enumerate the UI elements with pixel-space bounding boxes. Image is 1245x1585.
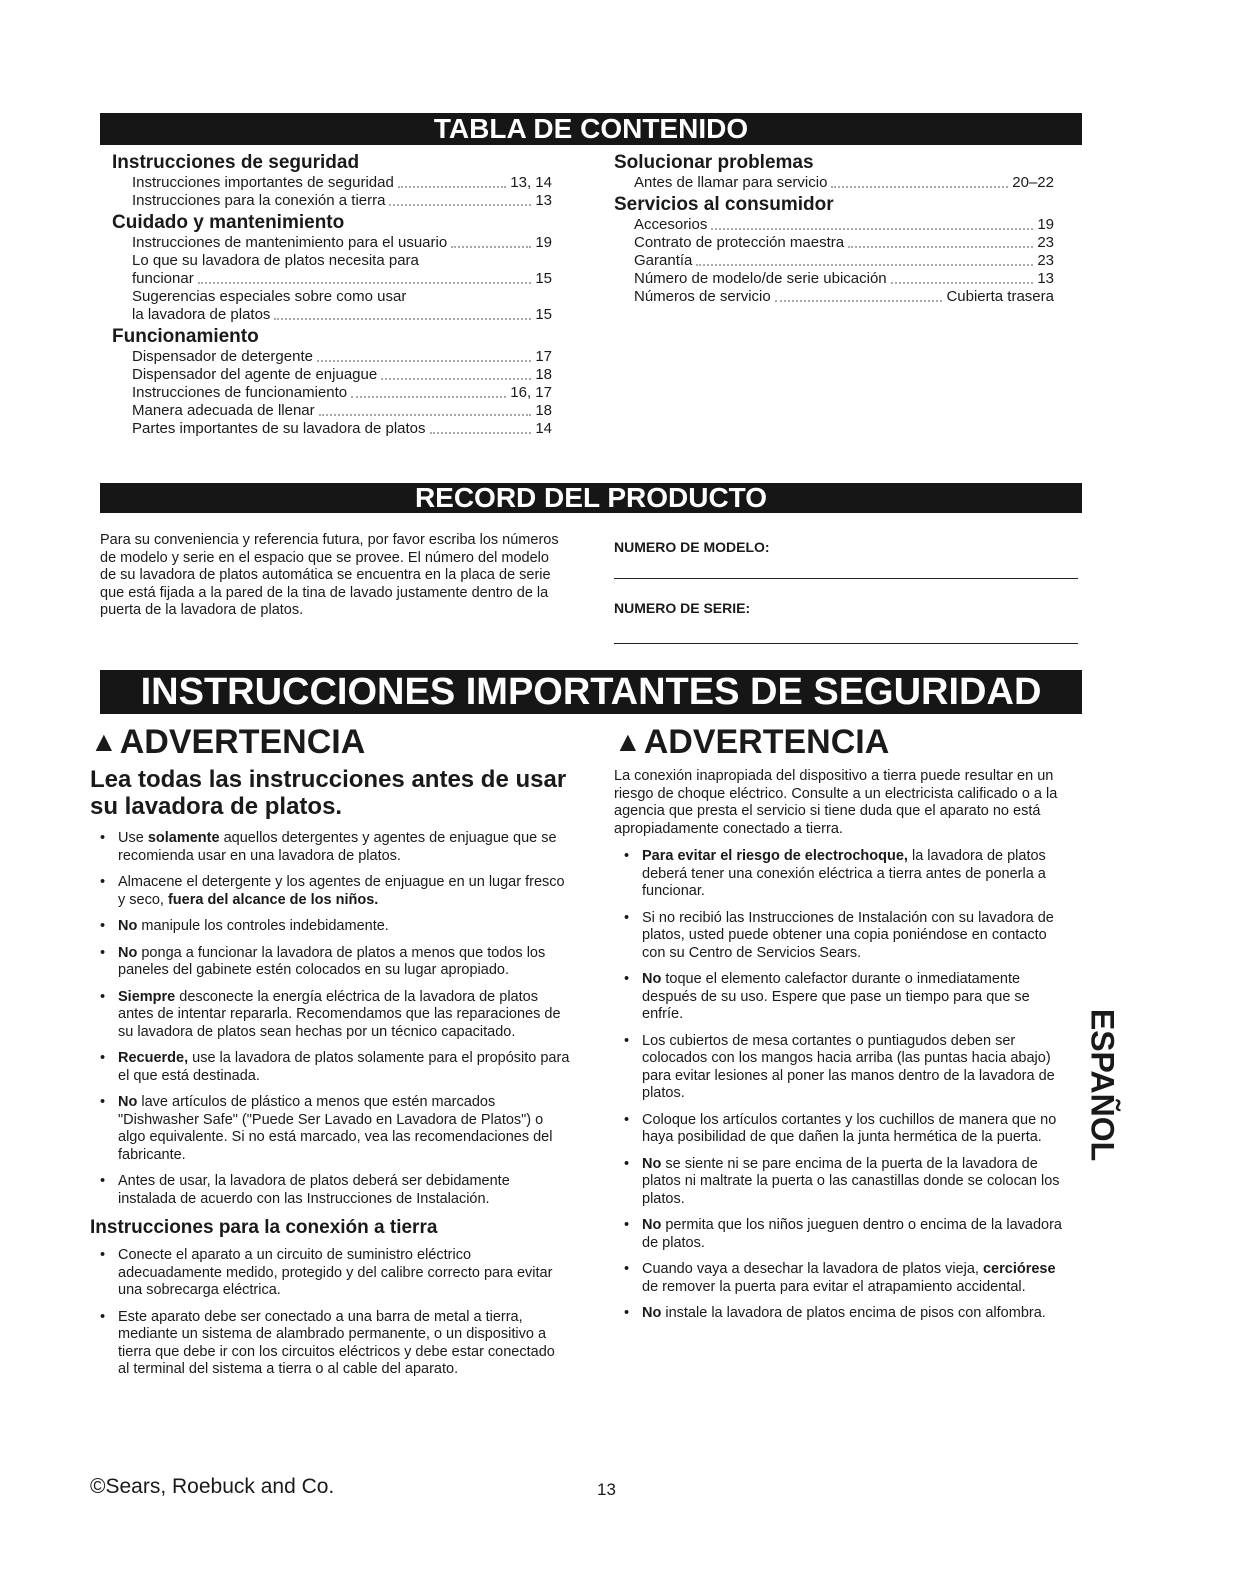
toc-left-column bbox=[112, 150, 552, 440]
safety-left-column bbox=[90, 722, 570, 1388]
bullet-text: desconecte la energía eléctrica de la lavadora de platos antes de intentar repararla. Recomendamos que las reparaciones de su lavadora de platos sean hechas por un técnico capacitado. bbox=[118, 988, 561, 1040]
bullet-text: toque el elemento calefactor durante o inmediatamente después de su uso. Espere que pase un tiempo para que se enfríe. bbox=[642, 971, 1030, 1022]
read-instructions-heading: Lea todas las instrucciones antes de usar su lavadora de platos. bbox=[90, 766, 567, 820]
toc-entry-page: 13 bbox=[535, 192, 552, 209]
bullet-item bbox=[614, 971, 1064, 1024]
safety-right-column bbox=[614, 722, 1064, 1332]
bullet-text: se siente ni se pare encima de la puerta de la lavadora de platos ni maltrate la puerta o las canastillas donde se colocan los platos. bbox=[642, 1155, 1060, 1207]
toc-entry bbox=[112, 234, 552, 252]
bullet-item bbox=[90, 1173, 570, 1208]
bullet-text: ponga a funcionar la lavadora de platos a menos que todos los paneles del gabinete estén colocados en su lugar apropiado. bbox=[118, 944, 546, 978]
warning-heading-right bbox=[614, 722, 1064, 762]
toc-entry-label: Números de servicio bbox=[634, 288, 771, 305]
toc-entry-label: Instrucciones de funcionamiento bbox=[132, 384, 348, 401]
toc-entry bbox=[112, 384, 552, 402]
toc-entry-page: 16, 17 bbox=[510, 384, 552, 401]
toc-leader-dots bbox=[319, 402, 532, 416]
bullet-text: de remover la puerta para evitar el atrapamiento accidental. bbox=[642, 1278, 1026, 1295]
toc-leader-dots bbox=[317, 348, 531, 362]
toc-leader-dots bbox=[831, 174, 1008, 188]
bullet-text: la lavadora de platos deberá tener una conexión eléctrica a tierra antes de ponerla a funcionar. bbox=[642, 848, 1046, 899]
toc-entry bbox=[614, 216, 1054, 234]
warning-triangle-icon: ▲ bbox=[90, 726, 118, 757]
copyright: ©Sears, Roebuck and Co. bbox=[90, 1475, 335, 1498]
toc-leader-dots bbox=[891, 270, 1034, 284]
toc-entry-page: 23 bbox=[1037, 234, 1054, 251]
toc-entry-label: Instrucciones importantes de seguridad bbox=[132, 174, 394, 191]
bullet-emphasis: Recuerde, bbox=[118, 1050, 189, 1066]
toc-entry-page: 13, 14 bbox=[510, 174, 552, 191]
bullet-emphasis: No bbox=[118, 918, 138, 934]
toc-entry-page: 15 bbox=[535, 306, 552, 323]
toc-leader-dots bbox=[351, 384, 506, 398]
toc-entry-label: Dispensador del agente de enjuague bbox=[132, 366, 378, 383]
toc-leader-dots bbox=[198, 270, 532, 284]
bullet-item bbox=[614, 1261, 1064, 1296]
toc-entry-page: 13 bbox=[1037, 270, 1054, 287]
left-bullet-list bbox=[90, 830, 570, 1208]
bullet-item bbox=[614, 848, 1064, 901]
toc-section-heading: Servicios al consumidor bbox=[614, 194, 834, 215]
toc-entry-label: Manera adecuada de llenar bbox=[132, 402, 315, 419]
bullet-item: • Este aparato debe ser conectado a una barra de metal a tierra, mediante un sistema de alambrado permanente, o un dispositivo a tierra que debe ir con los circuitos eléctricos y debe estar conectado al terminal del sistema a tierra o al cable del aparato. bbox=[90, 1309, 570, 1379]
toc-entry bbox=[112, 270, 552, 288]
toc-entry-label: Dispensador de detergente bbox=[132, 348, 313, 365]
toc-entry bbox=[112, 420, 552, 438]
toc-section bbox=[112, 326, 552, 438]
toc-entry bbox=[112, 306, 552, 324]
toc-leader-dots bbox=[398, 174, 506, 188]
toc-entry bbox=[112, 174, 552, 192]
toc-entry-page: 14 bbox=[535, 420, 552, 437]
toc-right-column bbox=[614, 150, 1054, 308]
toc-leader-dots bbox=[848, 234, 1033, 248]
toc-leader-dots bbox=[451, 234, 531, 248]
toc-section bbox=[614, 152, 1054, 192]
toc-entry-page: 19 bbox=[535, 234, 552, 251]
bullet-item bbox=[614, 1217, 1064, 1252]
toc-entry-page: 18 bbox=[535, 366, 552, 383]
toc-section bbox=[112, 152, 552, 210]
toc-entry-label: Accesorios bbox=[634, 216, 708, 233]
bullet-text: Use bbox=[118, 830, 148, 846]
bullet-emphasis: fuera del alcance de los niños. bbox=[167, 891, 379, 908]
toc-section-heading: Solucionar problemas bbox=[614, 152, 814, 173]
toc-leader-dots bbox=[711, 216, 1033, 230]
toc-entry bbox=[112, 402, 552, 420]
bullet-item bbox=[614, 910, 1064, 963]
bullet-text: Si no recibió las Instrucciones de Instalación con su lavadora de platos, usted puede obtener una copia poniéndose en contacto con su Centro de Servicios Sears. bbox=[642, 909, 1054, 961]
toc-entry-label: Sugerencias especiales sobre como usar bbox=[132, 288, 407, 305]
bullet-item bbox=[90, 989, 570, 1042]
bullet-item bbox=[614, 1033, 1064, 1103]
toc-section-heading: Funcionamiento bbox=[112, 326, 259, 347]
bullet-text: Coloque los artículos cortantes y los cuchillos de manera que no haya posibilidad de que dañen la junta hermética de la puerta. bbox=[642, 1111, 1057, 1145]
toc-leader-dots bbox=[696, 252, 1033, 266]
toc-entry-label: Instrucciones para la conexión a tierra bbox=[132, 192, 386, 209]
bullet-item bbox=[90, 945, 570, 980]
bullet-text: Antes de usar, la lavadora de platos deberá ser debidamente instalada de acuerdo con las Instrucciones de Instalación. bbox=[118, 1173, 510, 1207]
toc-entry-label: Contrato de protección maestra bbox=[634, 234, 845, 251]
toc-entry bbox=[112, 348, 552, 366]
toc-entry bbox=[112, 366, 552, 384]
toc-entry-page: 15 bbox=[535, 270, 552, 287]
toc-entry-label: Partes importantes de su lavadora de platos bbox=[132, 420, 426, 437]
toc-entry-page: 23 bbox=[1037, 252, 1054, 269]
toc-entry bbox=[112, 288, 552, 306]
toc-entry-page: Cubierta trasera bbox=[946, 288, 1054, 305]
serial-number-line bbox=[614, 643, 1078, 644]
bullet-text: permita que los niños jueguen dentro o encima de la lavadora de platos. bbox=[642, 1217, 1062, 1251]
bullet-emphasis: No bbox=[642, 1155, 662, 1172]
bullet-emphasis: No bbox=[642, 1305, 662, 1321]
bullet-text: instale la lavadora de platos encima de pisos con alfombra. bbox=[661, 1305, 1046, 1321]
language-side-tab: ESPAÑOL bbox=[1084, 1008, 1121, 1162]
toc-entry bbox=[614, 270, 1054, 288]
toc-entry-label: Instrucciones de mantenimiento para el usuario bbox=[132, 234, 448, 251]
toc-entry-label: funcionar bbox=[132, 270, 194, 287]
toc-entry bbox=[614, 252, 1054, 270]
model-number-label: NUMERO DE MODELO: bbox=[614, 539, 770, 555]
safety-title: INSTRUCCIONES IMPORTANTES DE SEGURIDAD bbox=[100, 670, 1082, 714]
toc-entry-label: Número de modelo/de serie ubicación bbox=[634, 270, 887, 287]
bullet-emphasis: Para evitar el riesgo de electrochoque, bbox=[642, 848, 908, 864]
toc-leader-dots bbox=[274, 306, 531, 320]
toc-entry-label: la lavadora de platos bbox=[132, 306, 271, 323]
warning-triangle-icon: ▲ bbox=[614, 726, 642, 757]
bullet-emphasis: No bbox=[642, 971, 662, 987]
bullet-item bbox=[614, 1305, 1064, 1323]
bullet-text: manipule los controles indebidamente. bbox=[137, 918, 389, 934]
toc-section-heading: Cuidado y mantenimiento bbox=[112, 212, 345, 233]
grounding-heading: Instrucciones para la conexión a tierra bbox=[90, 1217, 438, 1238]
toc-leader-dots bbox=[430, 420, 532, 434]
bullet-item bbox=[614, 1112, 1064, 1147]
bullet-emphasis: No bbox=[118, 1094, 138, 1110]
toc-entry-label: Garantía bbox=[634, 252, 693, 269]
bullet-emphasis: No bbox=[118, 944, 138, 961]
bullet-text: use la lavadora de platos solamente para el propósito para el que está destinada. bbox=[118, 1050, 570, 1084]
bullet-item bbox=[90, 1094, 570, 1164]
toc-entry-label: Lo que su lavadora de platos necesita para bbox=[132, 252, 419, 269]
record-title: RECORD DEL PRODUCTO bbox=[100, 483, 1082, 513]
grounding-bullet-list bbox=[90, 1247, 570, 1379]
bullet-emphasis: No bbox=[642, 1217, 662, 1233]
toc-entry bbox=[112, 192, 552, 210]
bullet-item: • Conecte el aparato a un circuito de suministro eléctrico adecuadamente medido, protegido y del calibre correcto para evitar una sobrecarga eléctrica. bbox=[90, 1247, 570, 1300]
toc-title: TABLA DE CONTENIDO bbox=[100, 113, 1082, 145]
warning-heading-left bbox=[90, 722, 570, 762]
toc-entry bbox=[112, 252, 552, 270]
toc-entry-page: 20–22 bbox=[1012, 174, 1054, 191]
toc-leader-dots bbox=[381, 366, 531, 380]
toc-section-heading: Instrucciones de seguridad bbox=[112, 152, 360, 173]
bullet-text: lave artículos de plástico a menos que estén marcados "Dishwasher Safe" ("Puede Ser Lavado en Lavadora de Platos") o algo equivalente. Si no está marcado, vea las recomendaciones del fabricante. bbox=[118, 1094, 553, 1163]
toc-section bbox=[614, 194, 1054, 306]
bullet-item bbox=[90, 830, 570, 865]
toc-entry bbox=[614, 234, 1054, 252]
toc-entry-page: 19 bbox=[1037, 216, 1054, 233]
toc-entry bbox=[614, 288, 1054, 306]
bullet-text: Los cubiertos de mesa cortantes o puntiagudos deben ser colocados con los mangos hacia arriba (las puntas hacia abajo) para evitar lesiones al poner las manos dentro de la lavadora de platos. bbox=[642, 1032, 1055, 1101]
bullet-emphasis: solamente bbox=[147, 830, 220, 846]
bullet-text: Cuando vaya a desechar la lavadora de platos vieja, bbox=[642, 1261, 983, 1277]
toc-leader-dots bbox=[389, 192, 531, 206]
grounding-warning-intro: La conexión inapropiada del dispositivo a tierra puede resultar en un riesgo de choque eléctrico. Consulte a un electricista calificado o a la agencia que presta el servicio si tiene duda que el aparato no está apropiadamente conectado a tierra. bbox=[614, 768, 1058, 837]
bullet-emphasis: cerciórese bbox=[982, 1261, 1056, 1277]
bullet-item bbox=[90, 874, 570, 909]
toc-entry bbox=[614, 174, 1054, 192]
toc-entry-page: 18 bbox=[535, 402, 552, 419]
toc-entry-page: 17 bbox=[535, 348, 552, 365]
warning-word: ADVERTENCIA bbox=[643, 723, 890, 761]
toc-leader-dots bbox=[775, 288, 943, 302]
toc-section bbox=[112, 212, 552, 324]
bullet-item bbox=[90, 918, 570, 936]
bullet-item bbox=[90, 1050, 570, 1085]
bullet-text: Almacene el detergente y los agentes de enjuague en un lugar fresco y seco, bbox=[118, 874, 565, 908]
record-text: Para su conveniencia y referencia futura, por favor escriba los números de modelo y serie en el espacio que se provee. El número del modelo de su lavadora de platos automática se encuentra en la placa de serie que está fijada a la pared de la tina de lavado justamente dentro de la puerta de la lavadora de platos. bbox=[100, 532, 559, 618]
bullet-item bbox=[614, 1156, 1064, 1209]
toc-entry-label: Antes de llamar para servicio bbox=[634, 174, 828, 191]
bullet-text: aquellos detergentes y agentes de enjuague que se recomienda usar en una lavadora de platos. bbox=[118, 830, 557, 864]
model-number-line bbox=[614, 578, 1078, 579]
bullet-emphasis: Siempre bbox=[118, 988, 176, 1005]
warning-word: ADVERTENCIA bbox=[119, 723, 366, 761]
right-bullet-list bbox=[614, 848, 1064, 1323]
page-number: 13 bbox=[597, 1480, 616, 1499]
serial-number-label: NUMERO DE SERIE: bbox=[614, 600, 751, 616]
